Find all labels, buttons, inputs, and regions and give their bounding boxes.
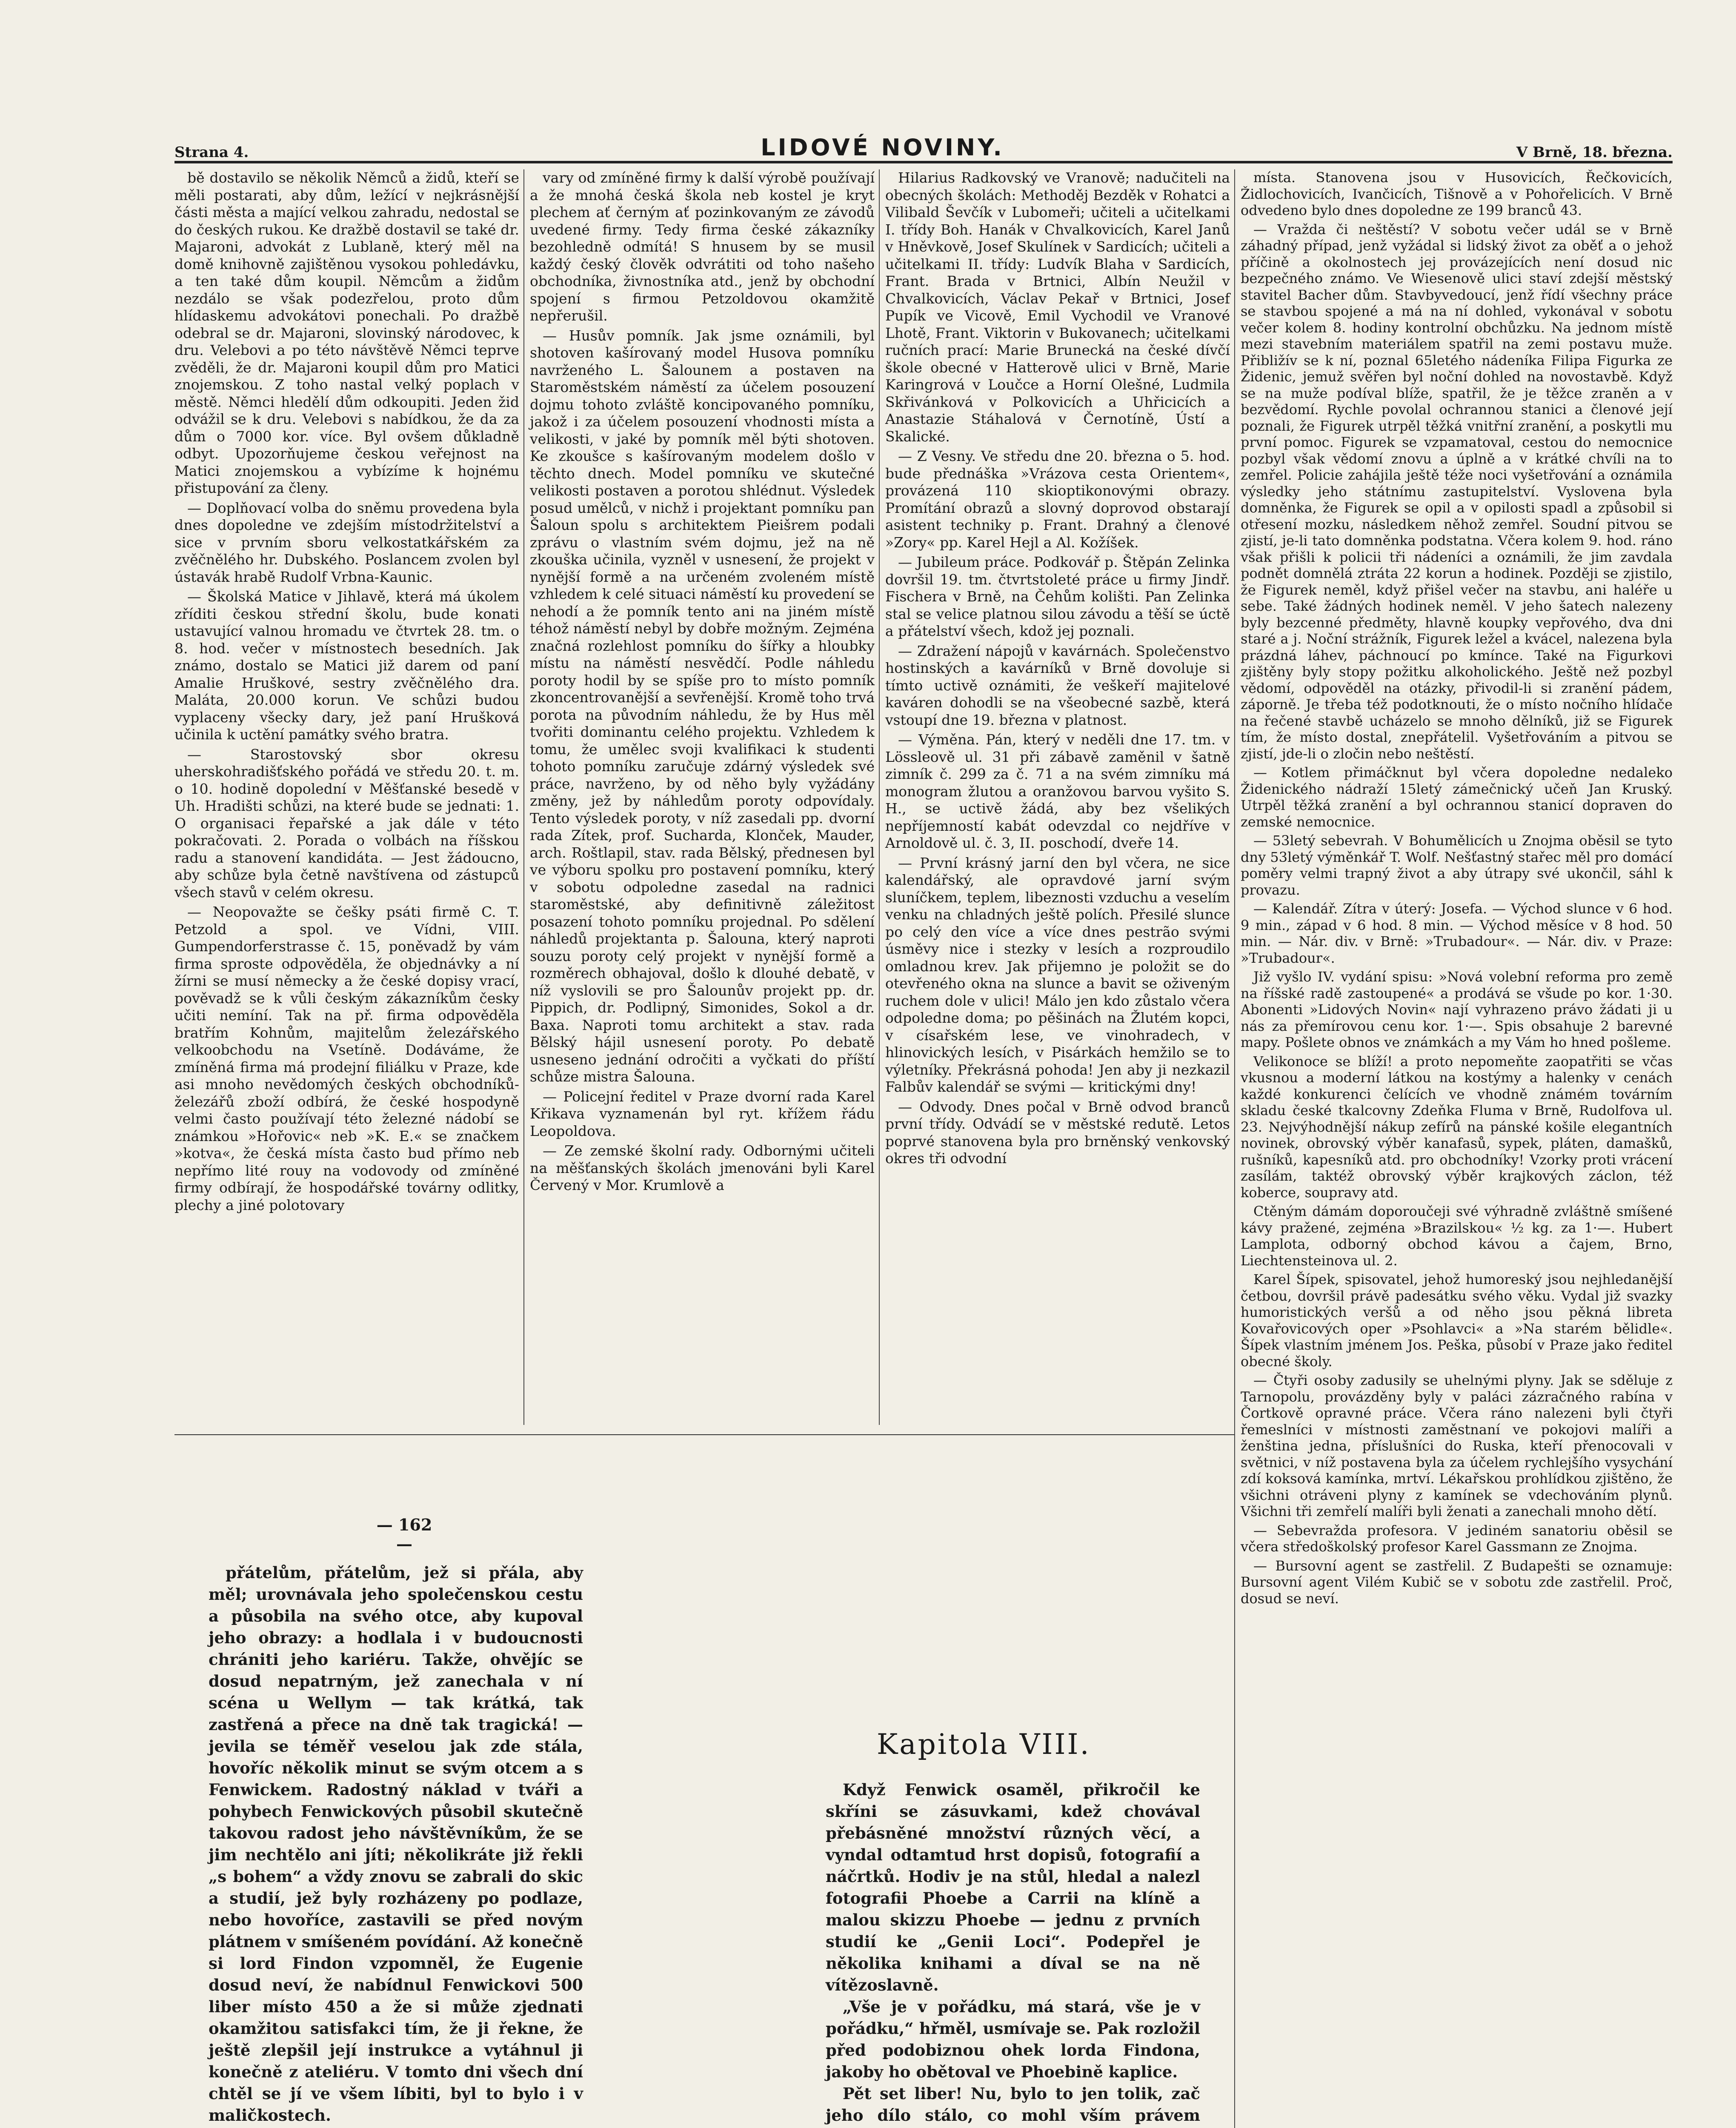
article-paragraph: bě dostavilo se několik Němců a židů, kteří se měli postarati, aby dům, ležící v nejkrásnější části města a mající velkou zahradu, nedostal se do českých rukou. Ke dražbě dostavil se také dr. Majaroni, advokát z Lublaně, který měl na domě knihovně zajištěnou vysokou pohledávku, a ten také dům koupil. Němcům a židům nezdálo se však podezřelou, proto dům hlídaskemu advokátovi ponechali. Po dražbě odebral se dr. Majaroni, slovinský národovec, k dru. Velebovi a po této návštěvě Němci teprve zvěděli, že dr. Majaroni koupil dům pro Matici znojemskou. Z toho nastal velký poplach v městě. Němci hledělí dům odkoupiti. Jeden žid odvážil se k dru. Velebovi s nabídkou, že da za dům o 7000 kor. více. Byl ovšem důkladně odbyt. Upozorňujeme českou veřejnost na Matici znojemskou a vybízíme k hojnému přistupování za členy. [174,169,519,496]
article-paragraph: Karel Šípek, spisovatel, jehož humoreský jsou nejhledanější četbou, dovršil právě padesátku svého věku. Vydal již svazky humoristických veršů a od něho jsou pěkná libreta Kovařovicových oper »Psohlavci« a »Na starém bělidle«. Šípek vlastním jménem Jos. Peška, působí v Praze jako ředitel obecné školy. [1241,1271,1673,1370]
article-paragraph: — Bursovní agent se zastřelil. Z Budapešti se oznamuje: Bursovní agent Vilém Kubič se v sobotu zde zastřelil. Proč, dosud se neví. [1241,1557,1673,1607]
article-paragraph: — První krásný jarní den byl včera, ne sice kalendářský, ale opravdové jarní svým sluníčkem, teplem, libeznosti vzduchu a veselím venku na chladných ještě polích. Přesilé slunce po celý den více a více dnes pestrão svými úsměvy nice i stezky v lesích a rozproudilo omladnou krev. Jak přijemno je položit se do otevřeného okna na slunce a bavit se oživeným ruchem dole v ulici! Málo jen kdo zůstalo včera odpoledne doma; po pěšinách na Žlutém kopci, v císařském lese, ve vinohradech, v hlinovických lesích, v Pisárkách hemžilo se to výletníky. Překrásná pohoda! Jen aby ji nezkazil Falbův kalendář se svými — kritickými dny! [885,854,1230,1095]
article-paragraph: — Čtyři osoby zadusily se uhelnými plyny. Jak se sděluje z Tarnopolu, provázděny byly v paláci zázračného rabína v Čortkově opravné práce. Včera ráno nalezeni byli čtyři řemeslníci v místnosti zaměstnaní ve pokojovi malíři a ženština jedna, příslušníci do Ruska, kteří přenocovali v světnici, v níž postavena byla za účelem rychlejšího vysychání zdí koksová kamínka, mrtví. Lékařskou prohlídkou zjištěno, že všichni otráveni plyny z kamínek se vdechováním plynů. Všichni tři zemřelí malíři byli ženati a zanechali mnoho dětí. [1241,1372,1673,1519]
news-column-1 [174,169,519,1425]
page-header [174,135,1673,163]
column-divider [523,169,524,1425]
article-paragraph: — Doplňovací volba do sněmu provedena byla dnes dopoledne ve zdejším místodržitelství a sice v prvním sboru velkostatkářském za zvěčnělého hr. Dubského. Poslancem zvolen byl ústavák hrabě Rudolf Vrbna-Kaunic. [174,499,519,585]
article-paragraph: — Vražda či neštěstí? V sobotu večer udál se v Brně záhadný případ, jenž vyžádal si lidský život za oběť a o jehož příčině a okolnostech jej provázejících není dosud nic bezpečného známo. Ve Wiesenově ulici staví zdejší městský stavitel Bacher dům. Stavbyvedoucí, jenž řídí všechny práce se stavbou spojené a má na ní dohled, vykonával v sobotu večer kolem 8. hodiny kontrolní obchůzku. Na jednom místě mezi stavebním materiálem spatřil na zemi postavu muže. Přibližív se k ní, poznal 65letého nádeníka Filipa Figurka ze Židenic, jemuž svěřen byl noční dohled na novostavbě. Když se na muže podíval blíže, spatřil, že je těžce zraněn a v bezvědomí. Rychle povolal ochrannou stanici a členové její poznali, že Figurek utrpěl těžká vnitřní zranění, a poskytli mu první pomoc. Figurek se vzpamatoval, cestou do nemocnice pozbyl však vědomí znovu a úplně a v krátké chvíli na to zemřel. Policie zahájila ještě téže noci vyšetřování a oznámila výsledky jeho státnímu zastupitelství. Vyslovena byla domněnka, že Figurek se opil a v opilosti spadl a způsobil si otřesení mozku, následkem něhož zemřel. Soudní pitvou se zjistí, je-li tato domněnka podstatna. Včera kolem 9. hod. ráno však přišli k policii tři nádeníci a oznámili, že jim zavdala podnět domnělá ztráta 22 korun a hodinek. Později se zjistilo, že Figurek neměl, když přišel večer na stavbu, ani haléře u sebe. Také žádných hodinek neměl. V jeho šatech nalezeny byly bezcenné předměty, hlavně koupky vepřového, dva dni staré a j. Noční strážník, Figurek ležel a kvácel, nalezena byla prázdná láhev, páchnoucí po kmínce. Také na Figurkovi zjištěny byly stopy požitku alkoholického. Ještě než pozbyl vědomí, odpověděl na otázky, přivodil-li si zranění pádem, záporně. Je třeba též podotknouti, že o místo nočního hlídače na řečené stavbě ucházelo se mnoho dělníků, již se Figurek tím, že místo dostal, znepřátelil. Vyšetřováním a pitvou se zjistí, jde-li o zločin nebo neštěstí. [1241,221,1673,762]
article-paragraph: — Odvody. Dnes počal v Brně odvod branců první třídy. Odvádí se v městské redutě. Letos poprvé stanovena byla pro brněnský venkovský okres tři odvodní [885,1098,1230,1167]
news-column-3 [885,169,1230,1425]
article-paragraph: — Školská Matice v Jihlavě, která má úkolem zříditi českou střední školu, bude konati ustavující valnou hromadu ve čtvrtek 28. tm. o 8. hod. večer v místnostech besedních. Jak známo, dostalo se Matici již darem od paní Amalie Hruškové, sestry zvěčnělého dra. Maláta, 20.000 korun. Ve schůzi budou vyplaceny všecky dary, jež paní Hrušková učinila k uctění památky svého bratra. [174,588,519,743]
article-paragraph: — Výměna. Pán, který v neděli dne 17. tm. v Lössleově ul. 31 při zábavě zaměnil v šatně zimník č. 299 za č. 71 a na svém zimníku má monogram žlutou a oranžovou barvou vyšito S. H., se uctivě žádá, aby bez všelikých nepříjemností kabát odevzdal co nejdříve v Arnoldově ul. č. 3, II. poschodí, dveře 14. [885,731,1230,851]
article-paragraph: — Sebevražda profesora. V jediném sanatoriu oběsil se včera středoškolský profesor Karel Gassmann ze Znojma. [1241,1522,1673,1555]
chapter-title: Kapitola VIII. [877,1728,1091,1761]
article-paragraph: Velikonoce se blíží! a proto nepomeňte zaopatřiti se včas vkusnou a moderní látkou na kostýmy a halenky v cenách každé konkurenci čelících ve vhodně známém továrním skladu české tkalcovny Zdeňka Fluma v Brně, Rudolfova ul. 23. Nejvýhodnější nákup zefírů na pánské košile elegantních novinek, obrovský výběr kanafasů, sypek, pláten, damašků, rušníků, kapesníků atd. pro obchodníky! Vzorky proti vrácení zasílám, taktéž obrovský výběr krajkových záclon, též koberce, soupravy atd. [1241,1053,1673,1201]
issue-date: V Brně, 18. března. [1516,144,1673,161]
article-paragraph: — Kalendář. Zítra v úterý: Josefa. — Východ slunce v 6 hod. 9 min., západ v 6 hod. 8 min. — Východ měsíce v 8 hod. 50 min. — Nár. div. v Brně: »Trubadour«. — Nár. div. v Praze: »Trubadour«. [1241,901,1673,966]
article-paragraph: Hilarius Radkovský ve Vranově; nadučiteli na obecných školách: Methoděj Bezděk v Rohatci a Vilibald Ševčík v Lubomeři; učiteli a učitelkami I. třídy Boh. Hanák v Chvalkovicích, Karel Janů v Hněvkově, Josef Skulínek v Sardicích; učiteli a učitelkami II. třídy: Ludvík Blaha v Sardicích, Frant. Brada v Brtnici, Albín Neužil v Chvalkovicích, Václav Pekař v Brtnici, Josef Pupík ve Vicově, Emil Vychodil ve Vranové Lhotě, Frant. Viktorin v Bukovanech; učitelkami ručních prací: Marie Brunecká na české dívčí škole obecné v Hatterově ulici v Brně, Marie Karingrová v Loučce a Horní Olešné, Ludmila Skřivánková v Polkovicích a Uhřicicích a Anastazie Stáhalová v Černotíně, Ústí a Skalické. [885,169,1230,445]
article-paragraph: — Policejní ředitel v Praze dvorní rada Karel Křikava vyznamenán byl ryt. křížem řádu Leopoldova. [530,1088,875,1139]
section-divider [174,1434,1234,1435]
column-divider [1234,169,1235,2128]
article-paragraph: „Vše je v pořádku, má stará, vše je v pořádku,“ hřměl, usmívaje se. Pak rozložil před podobiznou ohek lorda Findona, jakoby ho obětoval ve Phoebině kaplice. [826,1997,1200,2081]
article-paragraph: místa. Stanovena jsou v Husovicích, Řečkovicích, Židlochovicích, Ivančicích, Tišnově a v Pohořelicích. V Brně odvedeno bylo dnes dopoledne ze 199 branců 43. [1241,169,1673,218]
article-paragraph: — Ze zemské školní rady. Odbornými učiteli na měšťanských školách jmenováni byli Karel Červený v Mor. Krumlově a [530,1142,875,1193]
article-paragraph: — 53letý sebevrah. V Bohumělicích u Znojma oběsil se tyto dny 53letý výměnkář T. Wolf. Nešťastný stařec měl pro domácí poměry velmi trapný život a aby útrapy své ukončil, sáhl k provazu. [1241,832,1673,898]
article-paragraph: — Z Vesny. Ve středu dne 20. března o 5. hod. bude přednáška »Vrázova cesta Orientem«, provázená 110 skioptikonovými obrazy. Promítání obrazů a slovný doprovod obstarají asistent techniky p. Frant. Drahný a členové »Zory« pp. Karel Hejl a Al. Kožíšek. [885,448,1230,551]
masthead: LIDOVÉ NOVINY. [761,134,1004,161]
article-paragraph: Když Fenwick osaměl, přikročil ke skříni se zásuvkami, kdež chovával přebásněné množství různých věcí, a vyndal odtamtud hrst dopisů, fotografií a náčrtků. Hodiv je na stůl, hledal a nalezl fotografii Phoebe a Carrii na klíně a malou skizzu Phoebe — jednu z prvních studií ke „Genii Loci“. Podepřel je několika knihami a díval se na ně vítězoslavně. [826,1780,1200,1994]
article-paragraph: Ctěným dámám doporoučeji své výhradně zvláštně smíšené kávy pražené, zejména »Brazilskou« ½ kg. za 1·—. Hubert Lamplota, odborný obchod kávou a čajem, Brno, Liechtensteinova ul. 2. [1241,1203,1673,1269]
article-paragraph: — Kotlem přimáčknut byl včera dopoledne nedaleko Židenického nádraží 15letý zámečnický učeň Jan Kruský. Utrpěl těžká zranění a byl ochrannou stanicí dopraven do zemské nemocnice. [1241,764,1673,830]
article-paragraph: — Zdražení nápojů v kavárnách. Společenstvo hostinských a kavárníků v Brně dovoluje si tímto uctivě oznámiti, že veškeří majitelové kaváren dohodli se na všeobecné sazbě, která vstoupí dne 19. března v platnost. [885,642,1230,728]
novel-text-right [826,1779,1200,2128]
article-paragraph: — Husův pomník. Jak jsme oznámili, byl shotoven kašírovaný model Husova pomníku navrženého L. Šalounem a postaven na Staroměstském náměstí za účelem posouzení dojmu tohoto zvláště koncipovaného pomníku, jakož i za účelem posouzení vhodnosti místa a velikosti, v jaké by pomník měl býti shotoven. Ke zkoušce s kašírovaným modelem došlo v těchto dnech. Model pomníku ve skutečné velikosti postaven a porotou shlédnut. Výsledek posud umělců, v nichž i projektant pomníku pan Šaloun spolu s architektem Pieišrem podali zprávu o vlastním svém dojmu, jež na ně zkouška učinila, vyzněl v usnesení, že projekt v nynější formě a na určeném zvoleném místě vzhledem k celé situaci náměstí ku provedení se nehodí a že pomník tento ani na jiném místě téhož náměstí nebyl by dobře možným. Zejména značná rozlehlost pomníku do šířky a hloubky místu na náměstí nesvědčí. Podle náhledu poroty hodil by se spíše pro to místo pomník zkoncentrovanější a sevřenější. Kromě toho trvá porota na původním náhledu, že by Hus měl tvořiti dominantu celého projektu. Vzhledem k tomu, že umělec svoji kvalifikaci k studenti tohoto pomníku zaručuje zdárný výsledek své práce, navrženo, by od něho byly vyžádány změny, jež by náhledům poroty odpovídaly. Tento výsledek poroty, v níž zasedali pp. dvorní rada Zítek, prof. Sucharda, Klonček, Mauder, arch. Roštlapil, stav. rada Bělský, přednesen byl ve výboru spolku pro postavení pomníku, který v sobotu odpoledne zasedal na radnici staroměstské, aby definitivně záležitost posazení tohoto pomníku projednal. Po sdělení náhledů projektanta p. Šalouna, který naproti souzu poroty celý projekt v nynější formě a rozměrech obhajoval, došlo k dlouhé debatě, v níž vyslovili se pro Šalounův projekt pp. dr. Pippich, dr. Podlipný, Simonides, Sokol a dr. Baxa. Naproti tomu architekt a stav. rada Bělský hájil usnesení poroty. Po debatě usneseno jednání odročiti a vyčkati do příští schůze mistra Šalouna. [530,327,875,1085]
article-paragraph: přátelům, přátelům, jež si přála, aby měl; urovnávala jeho společenskou cestu a působila na svého otce, aby kupoval jeho obrazy: a hodlala i v budoucnosti chrániti jeho kariéru. Takže, ohvějíc se dosud nepatrným, jež zanechala v ní scéna u Wellym — tak krátká, tak zastřená a přece na dně tak tragická! — jevila se téměř veselou jak zde stála, hovoříc několik minut se svým otcem a s Fenwickem. Radostný náklad v tváři a pohybech Fenwickových působil skutečně takovou radost jeho návštěvníkům, že se jim nechtělo ani jíti; několikráte již řekli „s bohem“ a vždy znovu se zabrali do skic a studií, jež byly rozházeny po podlaze, nebo hovoříce, zastavili se před novým plátnem v smíšeném povídání. Až konečně si lord Findon vzpomněl, že Eugenie dosud neví, že nabídnul Fenwickovi 500 liber místo 450 a že si může zjednati okamžitou satisfakci tím, že ji řekne, že ještě zlepšil její instrukce a vytáhnul ji konečně z ateliéru. V tomto dni všech dní chtěl se jí ve všem líbiti, byl to bylo i v maličkostech. [209,1563,583,2125]
article-paragraph: Pět set liber! Nu, bylo to jen tolik, zač jeho dílo stálo, co mohl vším právem [826,2084,1200,2125]
page-label: Strana 4. [174,144,249,161]
novel-page-number: — 162 — [376,1515,432,1553]
news-column-2 [530,169,875,1425]
article-paragraph: — Jubileum práce. Podkovář p. Štěpán Zelinka dovršil 19. tm. čtvrtstoleté práce u firmy Jindř. Fischera v Brně, na Čehům kolišti. Pan Zelinka stal se velice platnou silou závodu a těší se úctě a přátelství všech, kdož jej poznali. [885,554,1230,639]
article-paragraph: vary od zmíněné firmy k další výrobě používají a že mnohá česká škola neb kostel je kryt plechem ať černým ať pozinkovaným ze závodů uvedené firmy. Tedy firma české zákazníky bezohledně odmítá! S hnusem by se musil každý český člověk odvrátiti od toho našeho obchodníka, živnostníka atd., jenž by obchodní spojení s firmou Petzoldovou okamžitě nepřerušil. [530,169,875,324]
article-paragraph: — Starostovský sbor okresu uherskohradišťského pořádá ve středu 20. t. m. o 10. hodině dopolední v Měšťanské besedě v Uh. Hradišti schůzi, na které bude se jednati: 1. O organisaci řepařské a jak dále v této pokračovati. 2. Porada o volbách na říšskou radu a stanovení kandidáta. — Jest žádoucno, aby schůze byla četně navštívena od zástupců všech stavů v celém okresu. [174,746,519,901]
column-divider [879,169,880,1425]
article-paragraph: — Neopovažte se češky psáti firmě C. T. Petzold a spol. ve Vídni, VIII. Gumpendorferstrasse č. 15, poněvadž by vám firma sproste odpověděla, že objednávky a ní žírni se musí německy a že české dopisy vrací, pověvadž se k vůli českým zákazníkům česky učiti nemíní. Tak na př. firma odpověděla bratřím Kohnům, majitelům železářského velkoobchodu na Vsetíně. Dodáváme, že zmíněná firma má prodejní filiálku v Praze, kde asi mnoho nevědomých českých obchodníků-železářů zboží odbírá, že české hospodyně velmi často používají této železné nádobí se známkou »Hořovic« neb »K. E.« se značkem »kotva«, že česká místa často bud přímo neb nepřímo lité rouy na vodovody od zmíněné firmy odbírají, že hospodářské továrny odlitky, plechy a jiné polotovary [174,904,519,1213]
novel-text-left [209,1562,583,2125]
news-column-4 [1241,169,1673,2128]
article-paragraph: Již vyšlo IV. vydání spisu: »Nová volební reforma pro země na říšské radě zastoupené« a prodává se všude po kor. 1·30. Abonenti »Lidových Novin« nají vyhrazeno právo žádati ji u nás za přemírovou cenu kor. 1·—. Spis obsahuje 2 barevné mapy. Pošlete obnos ve známkách a my Vám ho hned pošleme. [1241,969,1673,1050]
